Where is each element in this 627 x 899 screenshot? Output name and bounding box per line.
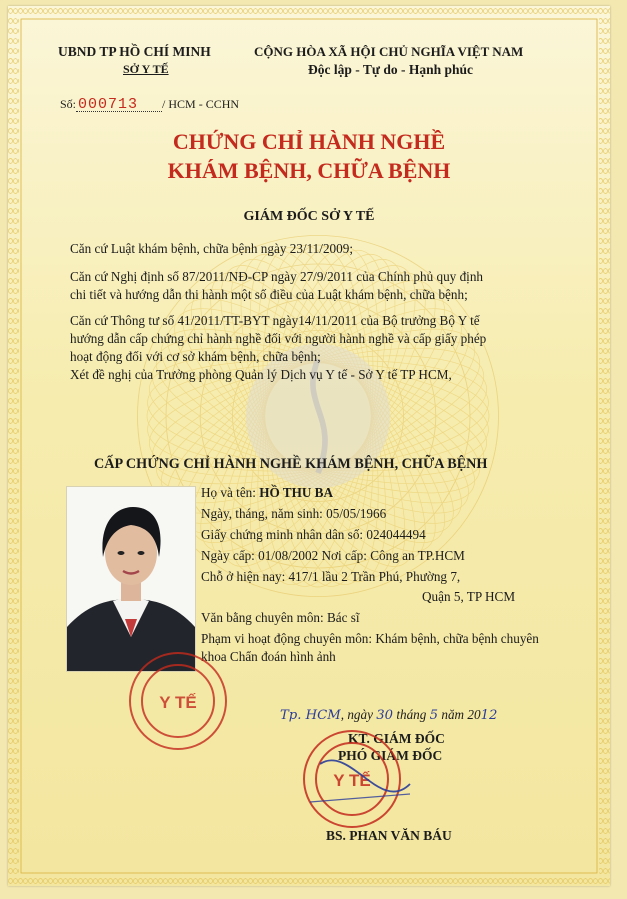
month-label: tháng bbox=[396, 707, 427, 722]
preamble-1: Căn cứ Luật khám bệnh, chữa bệnh ngày 23/11/2009; bbox=[70, 241, 353, 256]
signer-role-2: PHÓ GIÁM ĐỐC bbox=[338, 748, 443, 763]
certificate-document bbox=[8, 6, 610, 886]
certificate-number bbox=[60, 96, 239, 113]
holder-id-issued: Ngày cấp: 01/08/2002 Nơi cấp: Công an TP.HCM bbox=[201, 548, 465, 563]
issue-date bbox=[280, 706, 497, 725]
name-label: Họ và tên: bbox=[201, 485, 256, 500]
holder-degree: Văn bằng chuyên môn: Bác sĩ bbox=[201, 610, 360, 625]
year-label: năm 20 bbox=[441, 707, 481, 722]
holder-id: Giấy chứng minh nhân dân số: 024044494 bbox=[201, 527, 426, 542]
portrait-image bbox=[67, 487, 195, 671]
date-year: 12 bbox=[480, 708, 498, 723]
official-stamp bbox=[290, 724, 420, 834]
day-label: , ngày bbox=[340, 707, 373, 722]
preamble-5: hướng dẫn cấp chứng chỉ hành nghề đối với người hành nghề và cấp giấy phép bbox=[70, 331, 487, 346]
stamp-label: Y TẾ bbox=[333, 771, 371, 790]
holder-address-2: Quận 5, TP HCM bbox=[422, 589, 516, 604]
department-name: SỞ Y TẾ bbox=[123, 62, 169, 76]
preamble-6: hoạt động đối với cơ sở khám bệnh, chữa bệnh; bbox=[70, 349, 321, 364]
holder-dob: Ngày, tháng, năm sinh: 05/05/1966 bbox=[201, 506, 387, 521]
holder-scope-1: Phạm vi hoạt động chuyên môn: Khám bệnh, chữa bệnh chuyên bbox=[201, 631, 539, 646]
number-value: 000713 bbox=[78, 96, 139, 113]
holder-name-row bbox=[201, 484, 333, 502]
date-place: Tp. HCM bbox=[280, 708, 341, 723]
title-line1: CHỨNG CHỈ HÀNH NGHỀ bbox=[172, 129, 446, 154]
holder-scope-2: khoa Chẩn đoán hình ảnh bbox=[201, 649, 336, 664]
signer-name: BS. PHAN VĂN BÁU bbox=[326, 828, 452, 843]
national-motto-line1: CỘNG HÒA XÃ HỘI CHỦ NGHĨA VIỆT NAM bbox=[254, 44, 524, 59]
issuer-title: GIÁM ĐỐC SỞ Y TẾ bbox=[243, 209, 375, 224]
holder-photo bbox=[66, 486, 196, 672]
number-label: Số: bbox=[60, 97, 77, 111]
national-motto-line2: Độc lập - Tự do - Hạnh phúc bbox=[308, 62, 474, 77]
preamble-3: chi tiết và hướng dẫn thi hành một số điều của Luật khám bệnh, chữa bệnh; bbox=[70, 287, 468, 302]
signer-role-1: KT. GIÁM ĐỐC bbox=[348, 731, 445, 746]
date-day: 30 bbox=[376, 708, 394, 723]
number-suffix: / HCM - CCHN bbox=[162, 97, 240, 111]
preamble-4: Căn cứ Thông tư số 41/2011/TT-BYT ngày14/11/2011 của Bộ trưởng Bộ Y tế bbox=[70, 313, 480, 328]
holder-address-1: Chỗ ở hiện nay: 417/1 lầu 2 Trần Phú, Phường 7, bbox=[201, 569, 461, 584]
photo-stamp bbox=[118, 646, 238, 756]
title-line2: KHÁM BỆNH, CHỮA BỆNH bbox=[167, 158, 451, 183]
holder-name: HỒ THU BA bbox=[259, 485, 334, 500]
date-month: 5 bbox=[429, 708, 439, 723]
photo-stamp-label: Y TẾ bbox=[159, 693, 197, 712]
preamble-7: Xét đề nghị của Trưởng phòng Quản lý Dịch vụ Y tế - Sở Y tế TP HCM, bbox=[70, 367, 452, 382]
agency-name: UBND TP HỒ CHÍ MINH bbox=[58, 44, 211, 59]
preamble-2: Căn cứ Nghị định số 87/2011/NĐ-CP ngày 27/9/2011 của Chính phủ quy định bbox=[70, 269, 484, 284]
decision-title: CẤP CHỨNG CHỈ HÀNH NGHỀ KHÁM BỆNH, CHỮA BỆNH bbox=[94, 456, 488, 472]
